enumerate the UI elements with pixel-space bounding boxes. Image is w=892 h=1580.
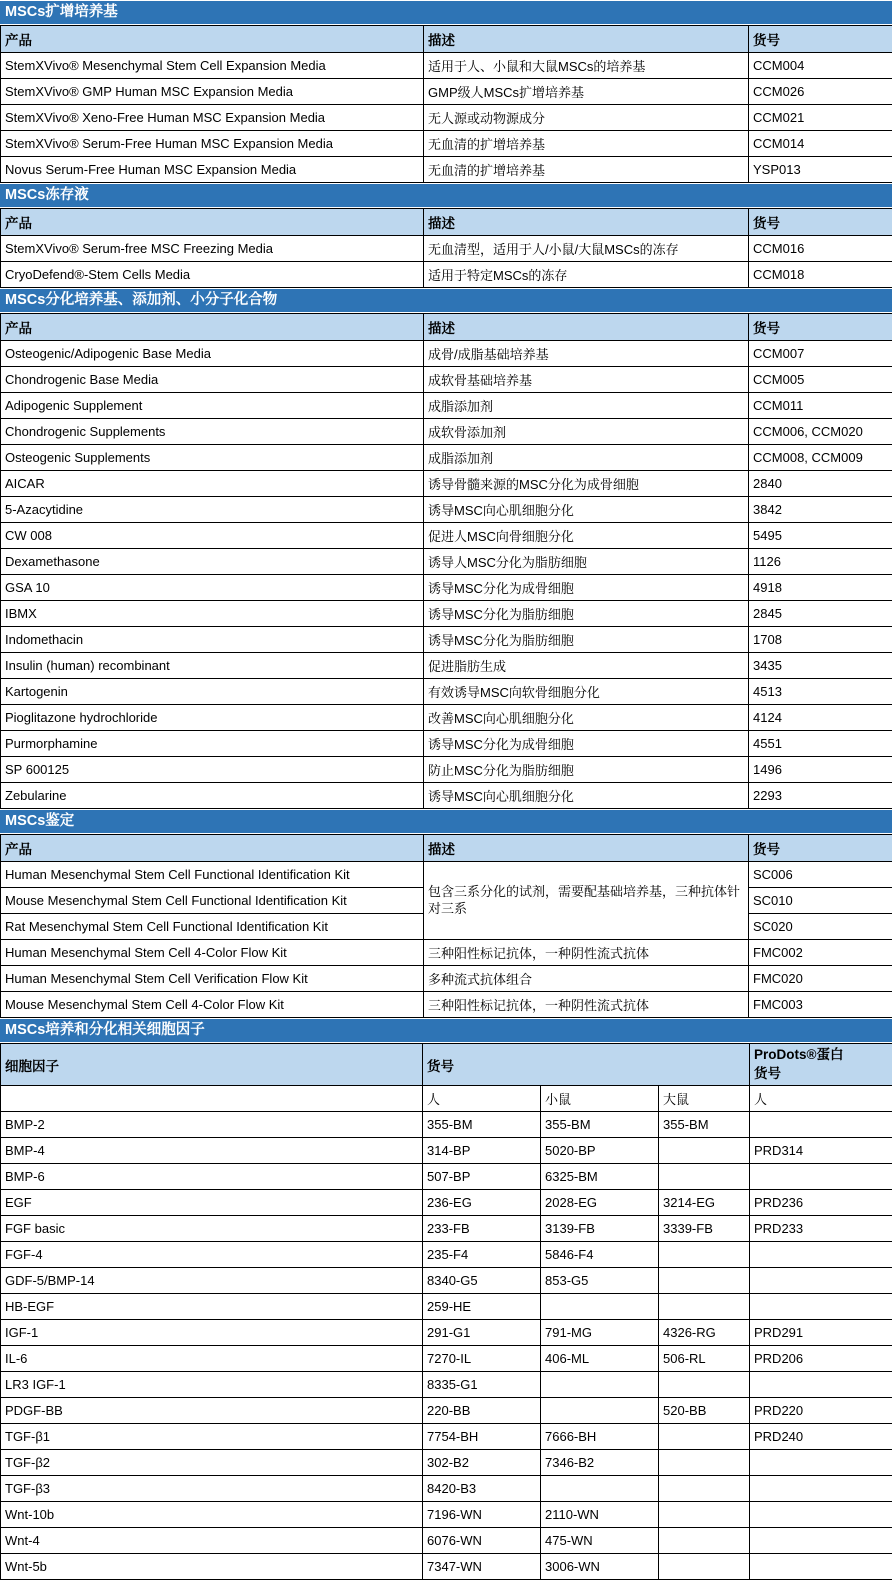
prodots-catalog-cell	[750, 1164, 892, 1190]
rat-catalog-cell: 4326-RG	[659, 1320, 750, 1346]
table-row	[1, 1346, 892, 1372]
product-cell: Human Mesenchymal Stem Cell Functional Identification Kit	[1, 862, 424, 888]
mouse-catalog-cell: 406-ML	[541, 1346, 659, 1372]
human-catalog-cell: 7754-BH	[423, 1424, 541, 1450]
table-row	[1, 419, 892, 445]
catalog-cell: 2840	[749, 471, 892, 497]
table-row	[1, 1502, 892, 1528]
table-row	[1, 627, 892, 653]
table-row	[1, 705, 892, 731]
description-column-header: 描述	[424, 209, 749, 236]
description-cell: 三种阳性标记抗体，一种阴性流式抗体	[424, 940, 749, 966]
table-row	[1, 393, 892, 419]
mouse-catalog-cell: 475-WN	[541, 1528, 659, 1554]
cytokine-name-cell: Wnt-4	[1, 1528, 423, 1554]
human-catalog-cell: 507-BP	[423, 1164, 541, 1190]
rat-catalog-cell	[659, 1268, 750, 1294]
product-cell: Insulin (human) recombinant	[1, 653, 424, 679]
product-cell: SP 600125	[1, 757, 424, 783]
table-row	[1, 341, 892, 367]
description-cell: 诱导人MSC分化为脂肪细胞	[424, 549, 749, 575]
description-cell: 成脂添加剂	[424, 445, 749, 471]
prodots-catalog-cell: PRD233	[750, 1216, 892, 1242]
cytokine-name-cell: FGF-4	[1, 1242, 423, 1268]
section-header-msc-identification: MSCs鉴定	[0, 809, 892, 834]
table-row	[1, 497, 892, 523]
product-cell: Dexamethasone	[1, 549, 424, 575]
catalog-cell: CCM016	[749, 236, 892, 262]
human-catalog-cell: 259-HE	[423, 1294, 541, 1320]
merged-description-cell: 包含三系分化的试剂，需要配基础培养基，三种抗体针对三系	[424, 862, 749, 940]
table-row	[1, 731, 892, 757]
human-catalog-cell: 8420-B3	[423, 1476, 541, 1502]
human-catalog-cell: 8335-G1	[423, 1372, 541, 1398]
catalog-column-header: 货号	[749, 314, 892, 341]
table-row	[1, 757, 892, 783]
description-cell: 诱导MSC分化为脂肪细胞	[424, 627, 749, 653]
mouse-catalog-cell: 5020-BP	[541, 1138, 659, 1164]
mouse-catalog-cell: 791-MG	[541, 1320, 659, 1346]
cytokine-column-header: 细胞因子	[1, 1044, 423, 1086]
prodots-catalog-cell: PRD236	[750, 1190, 892, 1216]
table-row	[1, 575, 892, 601]
product-cell: 5-Azacytidine	[1, 497, 424, 523]
prodots-catalog-cell: PRD240	[750, 1424, 892, 1450]
table-row	[1, 1476, 892, 1502]
cytokines-table	[0, 1043, 892, 1580]
description-column-header: 描述	[424, 835, 749, 862]
catalog-cell: 4551	[749, 731, 892, 757]
prodots-catalog-cell: PRD206	[750, 1346, 892, 1372]
table-row	[1, 1268, 892, 1294]
human-catalog-cell: 7347-WN	[423, 1554, 541, 1580]
product-cell: Osteogenic Supplements	[1, 445, 424, 471]
product-cell: StemXVivo® Serum-free MSC Freezing Media	[1, 236, 424, 262]
table-row	[1, 262, 892, 288]
product-cell: IBMX	[1, 601, 424, 627]
description-cell: 诱导MSC分化为成骨细胞	[424, 731, 749, 757]
catalog-cell: 1708	[749, 627, 892, 653]
empty-header-cell	[1, 1086, 423, 1112]
rat-catalog-cell	[659, 1424, 750, 1450]
table-row	[1, 1450, 892, 1476]
prodots-catalog-cell	[750, 1554, 892, 1580]
table-row	[1, 1216, 892, 1242]
product-cell: StemXVivo® Serum-Free Human MSC Expansion Media	[1, 131, 424, 157]
human-catalog-cell: 233-FB	[423, 1216, 541, 1242]
product-cell: GSA 10	[1, 575, 424, 601]
prodots-catalog-cell	[750, 1112, 892, 1138]
product-cell: Indomethacin	[1, 627, 424, 653]
catalog-cell: CCM007	[749, 341, 892, 367]
cytokine-name-cell: LR3 IGF-1	[1, 1372, 423, 1398]
table-row	[1, 523, 892, 549]
prodots-catalog-cell	[750, 1242, 892, 1268]
product-column-header: 产品	[1, 314, 424, 341]
table-row	[1, 1424, 892, 1450]
product-column-header: 产品	[1, 26, 424, 53]
rat-catalog-cell	[659, 1476, 750, 1502]
mouse-catalog-cell: 7346-B2	[541, 1450, 659, 1476]
description-cell: 成脂添加剂	[424, 393, 749, 419]
product-cell: CryoDefend®-Stem Cells Media	[1, 262, 424, 288]
table-row	[1, 1554, 892, 1580]
prodots-column-header	[750, 1044, 892, 1086]
product-cell: Mouse Mesenchymal Stem Cell Functional Identification Kit	[1, 888, 424, 914]
cytokine-name-cell: IGF-1	[1, 1320, 423, 1346]
table-row	[1, 1138, 892, 1164]
product-cell: Kartogenin	[1, 679, 424, 705]
table-row	[1, 679, 892, 705]
prodots-catalog-cell	[750, 1502, 892, 1528]
catalog-cell: SC010	[749, 888, 892, 914]
column-header-row	[1, 314, 892, 341]
description-cell: 无血清的扩增培养基	[424, 157, 749, 183]
product-cell: AICAR	[1, 471, 424, 497]
human-catalog-cell: 355-BM	[423, 1112, 541, 1138]
catalog-cell: 5495	[749, 523, 892, 549]
table-row	[1, 992, 892, 1018]
prodots-catalog-cell	[750, 1450, 892, 1476]
catalog-cell: CCM026	[749, 79, 892, 105]
catalog-cell: CCM018	[749, 262, 892, 288]
catalog-cell: CCM021	[749, 105, 892, 131]
catalog-cell: FMC020	[749, 966, 892, 992]
cytokine-name-cell: TGF-β2	[1, 1450, 423, 1476]
product-cell: StemXVivo® Xeno-Free Human MSC Expansion Media	[1, 105, 424, 131]
human-catalog-cell: 236-EG	[423, 1190, 541, 1216]
column-header-row	[1, 209, 892, 236]
catalog-cell: 4124	[749, 705, 892, 731]
rat-catalog-cell	[659, 1242, 750, 1268]
product-column-header: 产品	[1, 209, 424, 236]
cytokine-name-cell: BMP-6	[1, 1164, 423, 1190]
cytokine-name-cell: GDF-5/BMP-14	[1, 1268, 423, 1294]
table-row	[1, 1528, 892, 1554]
catalog-cell: 2845	[749, 601, 892, 627]
rat-catalog-cell	[659, 1554, 750, 1580]
human-catalog-cell: 7270-IL	[423, 1346, 541, 1372]
mouse-catalog-cell: 2110-WN	[541, 1502, 659, 1528]
table-row	[1, 783, 892, 809]
table-row	[1, 1242, 892, 1268]
human-catalog-cell: 235-F4	[423, 1242, 541, 1268]
product-cell: Human Mesenchymal Stem Cell Verification Flow Kit	[1, 966, 424, 992]
description-cell: GMP级人MSCs扩增培养基	[424, 79, 749, 105]
column-header-row	[1, 26, 892, 53]
description-cell: 诱导MSC向心肌细胞分化	[424, 783, 749, 809]
expansion-media-table	[0, 25, 892, 183]
table-row	[1, 1294, 892, 1320]
description-cell: 多种流式抗体组合	[424, 966, 749, 992]
rat-catalog-cell: 506-RL	[659, 1346, 750, 1372]
table-row	[1, 549, 892, 575]
product-cell: Human Mesenchymal Stem Cell 4-Color Flow Kit	[1, 940, 424, 966]
product-cell: Rat Mesenchymal Stem Cell Functional Identification Kit	[1, 914, 424, 940]
catalog-cell: 1496	[749, 757, 892, 783]
product-cell: Adipogenic Supplement	[1, 393, 424, 419]
human-catalog-cell: 291-G1	[423, 1320, 541, 1346]
description-cell: 成骨/成脂基础培养基	[424, 341, 749, 367]
column-header-row	[1, 1044, 892, 1086]
description-column-header: 描述	[424, 314, 749, 341]
product-cell: Purmorphamine	[1, 731, 424, 757]
mouse-catalog-cell: 853-G5	[541, 1268, 659, 1294]
table-row	[1, 445, 892, 471]
rat-catalog-cell	[659, 1164, 750, 1190]
table-row	[1, 1398, 892, 1424]
rat-catalog-cell	[659, 1502, 750, 1528]
mouse-catalog-cell: 3006-WN	[541, 1554, 659, 1580]
catalog-cell: CCM011	[749, 393, 892, 419]
mouse-catalog-cell: 3139-FB	[541, 1216, 659, 1242]
description-cell: 成软骨基础培养基	[424, 367, 749, 393]
table-row	[1, 105, 892, 131]
mouse-catalog-cell: 6325-BM	[541, 1164, 659, 1190]
table-row	[1, 1164, 892, 1190]
cytokine-name-cell: HB-EGF	[1, 1294, 423, 1320]
description-cell: 有效诱导MSC向软骨细胞分化	[424, 679, 749, 705]
rat-catalog-cell	[659, 1138, 750, 1164]
product-cell: Novus Serum-Free Human MSC Expansion Media	[1, 157, 424, 183]
mouse-catalog-cell: 2028-EG	[541, 1190, 659, 1216]
catalog-column-header: 货号	[749, 26, 892, 53]
catalog-cell: CCM014	[749, 131, 892, 157]
product-cell: Mouse Mesenchymal Stem Cell 4-Color Flow Kit	[1, 992, 424, 1018]
description-cell: 改善MSC向心肌细胞分化	[424, 705, 749, 731]
cytokine-name-cell: Wnt-10b	[1, 1502, 423, 1528]
product-cell: Zebularine	[1, 783, 424, 809]
mouse-catalog-cell	[541, 1294, 659, 1320]
table-row	[1, 131, 892, 157]
mouse-catalog-cell	[541, 1398, 659, 1424]
human-catalog-cell: 6076-WN	[423, 1528, 541, 1554]
cytokine-name-cell: TGF-β1	[1, 1424, 423, 1450]
catalog-column-header: 货号	[749, 209, 892, 236]
human-catalog-cell: 7196-WN	[423, 1502, 541, 1528]
prodots-header-line1: ProDots®蛋白	[754, 1046, 888, 1064]
description-cell: 防止MSC分化为脂肪细胞	[424, 757, 749, 783]
table-row	[1, 53, 892, 79]
cytokine-name-cell: BMP-2	[1, 1112, 423, 1138]
human-catalog-cell: 220-BB	[423, 1398, 541, 1424]
description-cell: 诱导骨髓来源的MSC分化为成骨细胞	[424, 471, 749, 497]
freezing-media-table	[0, 208, 892, 288]
human-catalog-cell: 8340-G5	[423, 1268, 541, 1294]
section-header-msc-freezing-media: MSCs冻存液	[0, 183, 892, 208]
cytokine-name-cell: TGF-β3	[1, 1476, 423, 1502]
table-row	[1, 157, 892, 183]
table-row	[1, 653, 892, 679]
catalog-cell: SC006	[749, 862, 892, 888]
description-cell: 适用于特定MSCs的冻存	[424, 262, 749, 288]
prodots-catalog-cell	[750, 1372, 892, 1398]
description-cell: 诱导MSC分化为脂肪细胞	[424, 601, 749, 627]
table-row	[1, 1190, 892, 1216]
table-row	[1, 1320, 892, 1346]
catalog-cell: 3842	[749, 497, 892, 523]
table-row	[1, 940, 892, 966]
catalog-cell: 1126	[749, 549, 892, 575]
prodots-catalog-cell	[750, 1528, 892, 1554]
differentiation-table	[0, 313, 892, 809]
catalog-cell: 2293	[749, 783, 892, 809]
human-column-header: 人	[423, 1086, 541, 1112]
description-cell: 促进人MSC向骨细胞分化	[424, 523, 749, 549]
description-cell: 无人源或动物源成分	[424, 105, 749, 131]
product-column-header: 产品	[1, 835, 424, 862]
table-row	[1, 471, 892, 497]
rat-catalog-cell: 3339-FB	[659, 1216, 750, 1242]
cytokine-name-cell: PDGF-BB	[1, 1398, 423, 1424]
description-cell: 诱导MSC向心肌细胞分化	[424, 497, 749, 523]
identification-table	[0, 834, 892, 1018]
mouse-catalog-cell	[541, 1476, 659, 1502]
catalog-cell: CCM004	[749, 53, 892, 79]
mouse-catalog-cell: 5846-F4	[541, 1242, 659, 1268]
column-header-row	[1, 835, 892, 862]
prodots-header-line2: 货号	[754, 1065, 888, 1083]
product-cell: Osteogenic/Adipogenic Base Media	[1, 341, 424, 367]
catalog-cell: CCM006, CCM020	[749, 419, 892, 445]
prodots-catalog-cell: PRD220	[750, 1398, 892, 1424]
rat-catalog-cell: 3214-EG	[659, 1190, 750, 1216]
table-row	[1, 862, 892, 888]
section-header-msc-expansion-media: MSCs扩增培养基	[0, 0, 892, 25]
species-header-row	[1, 1086, 892, 1112]
catalog-cell: 3435	[749, 653, 892, 679]
catalog-cell: 4513	[749, 679, 892, 705]
rat-catalog-cell	[659, 1372, 750, 1398]
description-cell: 适用于人、小鼠和大鼠MSCs的培养基	[424, 53, 749, 79]
product-cell: Chondrogenic Supplements	[1, 419, 424, 445]
catalog-cell: SC020	[749, 914, 892, 940]
rat-catalog-cell	[659, 1528, 750, 1554]
catalog-cell: FMC002	[749, 940, 892, 966]
description-cell: 促进脂肪生成	[424, 653, 749, 679]
table-row	[1, 966, 892, 992]
prodots-catalog-cell	[750, 1294, 892, 1320]
product-cell: StemXVivo® Mesenchymal Stem Cell Expansion Media	[1, 53, 424, 79]
description-cell: 无血清的扩增培养基	[424, 131, 749, 157]
product-cell: CW 008	[1, 523, 424, 549]
prodots-catalog-cell: PRD314	[750, 1138, 892, 1164]
catalog-cell: YSP013	[749, 157, 892, 183]
table-row	[1, 601, 892, 627]
prodots-catalog-cell: PRD291	[750, 1320, 892, 1346]
product-cell: Chondrogenic Base Media	[1, 367, 424, 393]
cytokine-name-cell: IL-6	[1, 1346, 423, 1372]
rat-catalog-cell	[659, 1294, 750, 1320]
rat-catalog-cell	[659, 1450, 750, 1476]
product-cell: Pioglitazone hydrochloride	[1, 705, 424, 731]
mouse-column-header: 小鼠	[541, 1086, 659, 1112]
catalog-cell: FMC003	[749, 992, 892, 1018]
cytokine-name-cell: BMP-4	[1, 1138, 423, 1164]
table-row	[1, 1372, 892, 1398]
description-cell: 诱导MSC分化为成骨细胞	[424, 575, 749, 601]
rat-catalog-cell: 520-BB	[659, 1398, 750, 1424]
rat-catalog-cell: 355-BM	[659, 1112, 750, 1138]
prodots-human-column-header: 人	[750, 1086, 892, 1112]
human-catalog-cell: 302-B2	[423, 1450, 541, 1476]
prodots-catalog-cell	[750, 1268, 892, 1294]
table-row	[1, 1112, 892, 1138]
human-catalog-cell: 314-BP	[423, 1138, 541, 1164]
cytokine-name-cell: FGF basic	[1, 1216, 423, 1242]
cytokine-name-cell: Wnt-5b	[1, 1554, 423, 1580]
description-cell: 无血清型，适用于人/小鼠/大鼠MSCs的冻存	[424, 236, 749, 262]
rat-column-header: 大鼠	[659, 1086, 750, 1112]
description-cell: 三种阳性标记抗体，一种阴性流式抗体	[424, 992, 749, 1018]
product-cell: StemXVivo® GMP Human MSC Expansion Media	[1, 79, 424, 105]
catalog-cell: CCM008, CCM009	[749, 445, 892, 471]
mouse-catalog-cell	[541, 1372, 659, 1398]
catalog-column-header: 货号	[749, 835, 892, 862]
cytokine-name-cell: EGF	[1, 1190, 423, 1216]
prodots-catalog-cell	[750, 1476, 892, 1502]
section-header-msc-differentiation: MSCs分化培养基、添加剂、小分子化合物	[0, 288, 892, 313]
mouse-catalog-cell: 355-BM	[541, 1112, 659, 1138]
table-row	[1, 79, 892, 105]
mouse-catalog-cell: 7666-BH	[541, 1424, 659, 1450]
section-header-msc-cytokines: MSCs培养和分化相关细胞因子	[0, 1018, 892, 1043]
description-column-header: 描述	[424, 26, 749, 53]
table-row	[1, 367, 892, 393]
table-row	[1, 236, 892, 262]
catalog-cell: 4918	[749, 575, 892, 601]
description-cell: 成软骨添加剂	[424, 419, 749, 445]
catalog-cell: CCM005	[749, 367, 892, 393]
catalog-group-header: 货号	[423, 1044, 750, 1086]
